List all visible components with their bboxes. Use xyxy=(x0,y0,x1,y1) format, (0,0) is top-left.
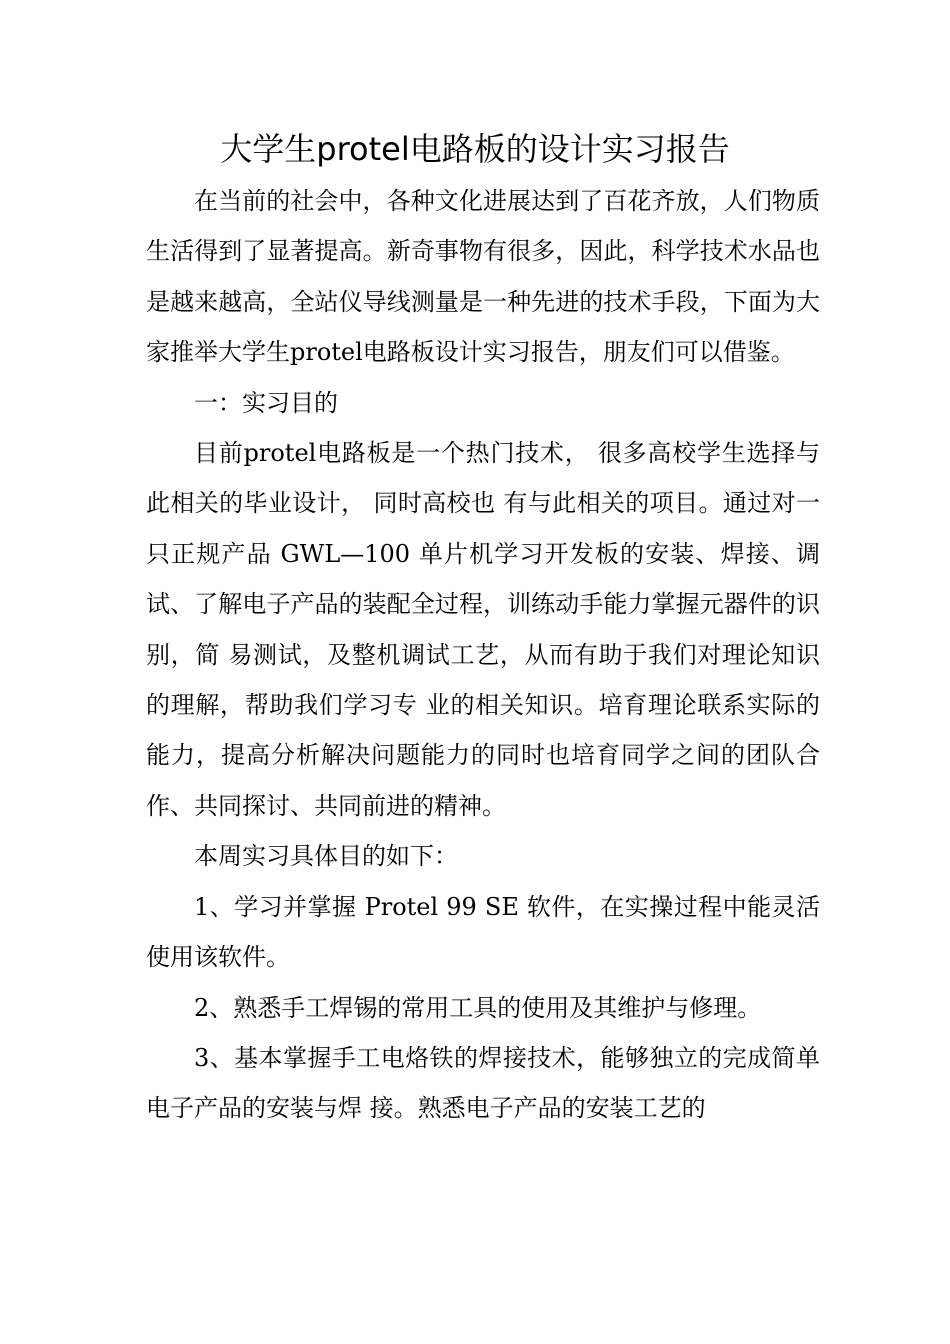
document-body xyxy=(146,176,820,1134)
paragraph-purpose: 目前protel电路板是一个热门技术， 很多高校学生选择与此相关的毕业设计， 同时高校也 有与此相关的项目。通过对一只正规产品 GWL—100 单片机学习开发板的安装、焊接、调试、了解电子产品的装配全过程，训练动手能力掌握元器件的识别，简 易测试，及整机调试工艺，从而有助于我们对理论知识的理解，帮助我们学习专 业的相关知识。培育理论联系实际的能力，提高分析解决问题能力的同时也培育同学之间的团队合作、共同探讨、共同前进的精神。 xyxy=(146,439,820,820)
section-heading-purpose: 一：实习目的 xyxy=(194,388,338,417)
paragraph-intro: 在当前的社会中，各种文化进展达到了百花齐放，人们物质生活得到了显著提高。新奇事物有很多，因此，科学技术水品也是越来越高，全站仪导线测量是一种先进的技术手段，下面为大家推举大学生protel电路板设计实习报告，朋友们可以借鉴。 xyxy=(146,187,820,367)
list-item-goal-1: 1、学习并掌握 Protel 99 SE 软件，在实操过程中能灵活使用该软件。 xyxy=(146,892,820,972)
document-title: 大学生protel电路板的设计实习报告 xyxy=(220,130,730,168)
list-item-goal-3: 3、基本掌握手工电烙铁的焊接技术，能够独立的完成简单电子产品的安装与焊 接。熟悉电子产品的安装工艺的 xyxy=(146,1043,820,1123)
paragraph-weekly-goals: 本周实习具体目的如下： xyxy=(194,842,458,871)
list-item-goal-2: 2、熟悉手工焊锡的常用工具的使用及其维护与修理。 xyxy=(194,993,762,1022)
